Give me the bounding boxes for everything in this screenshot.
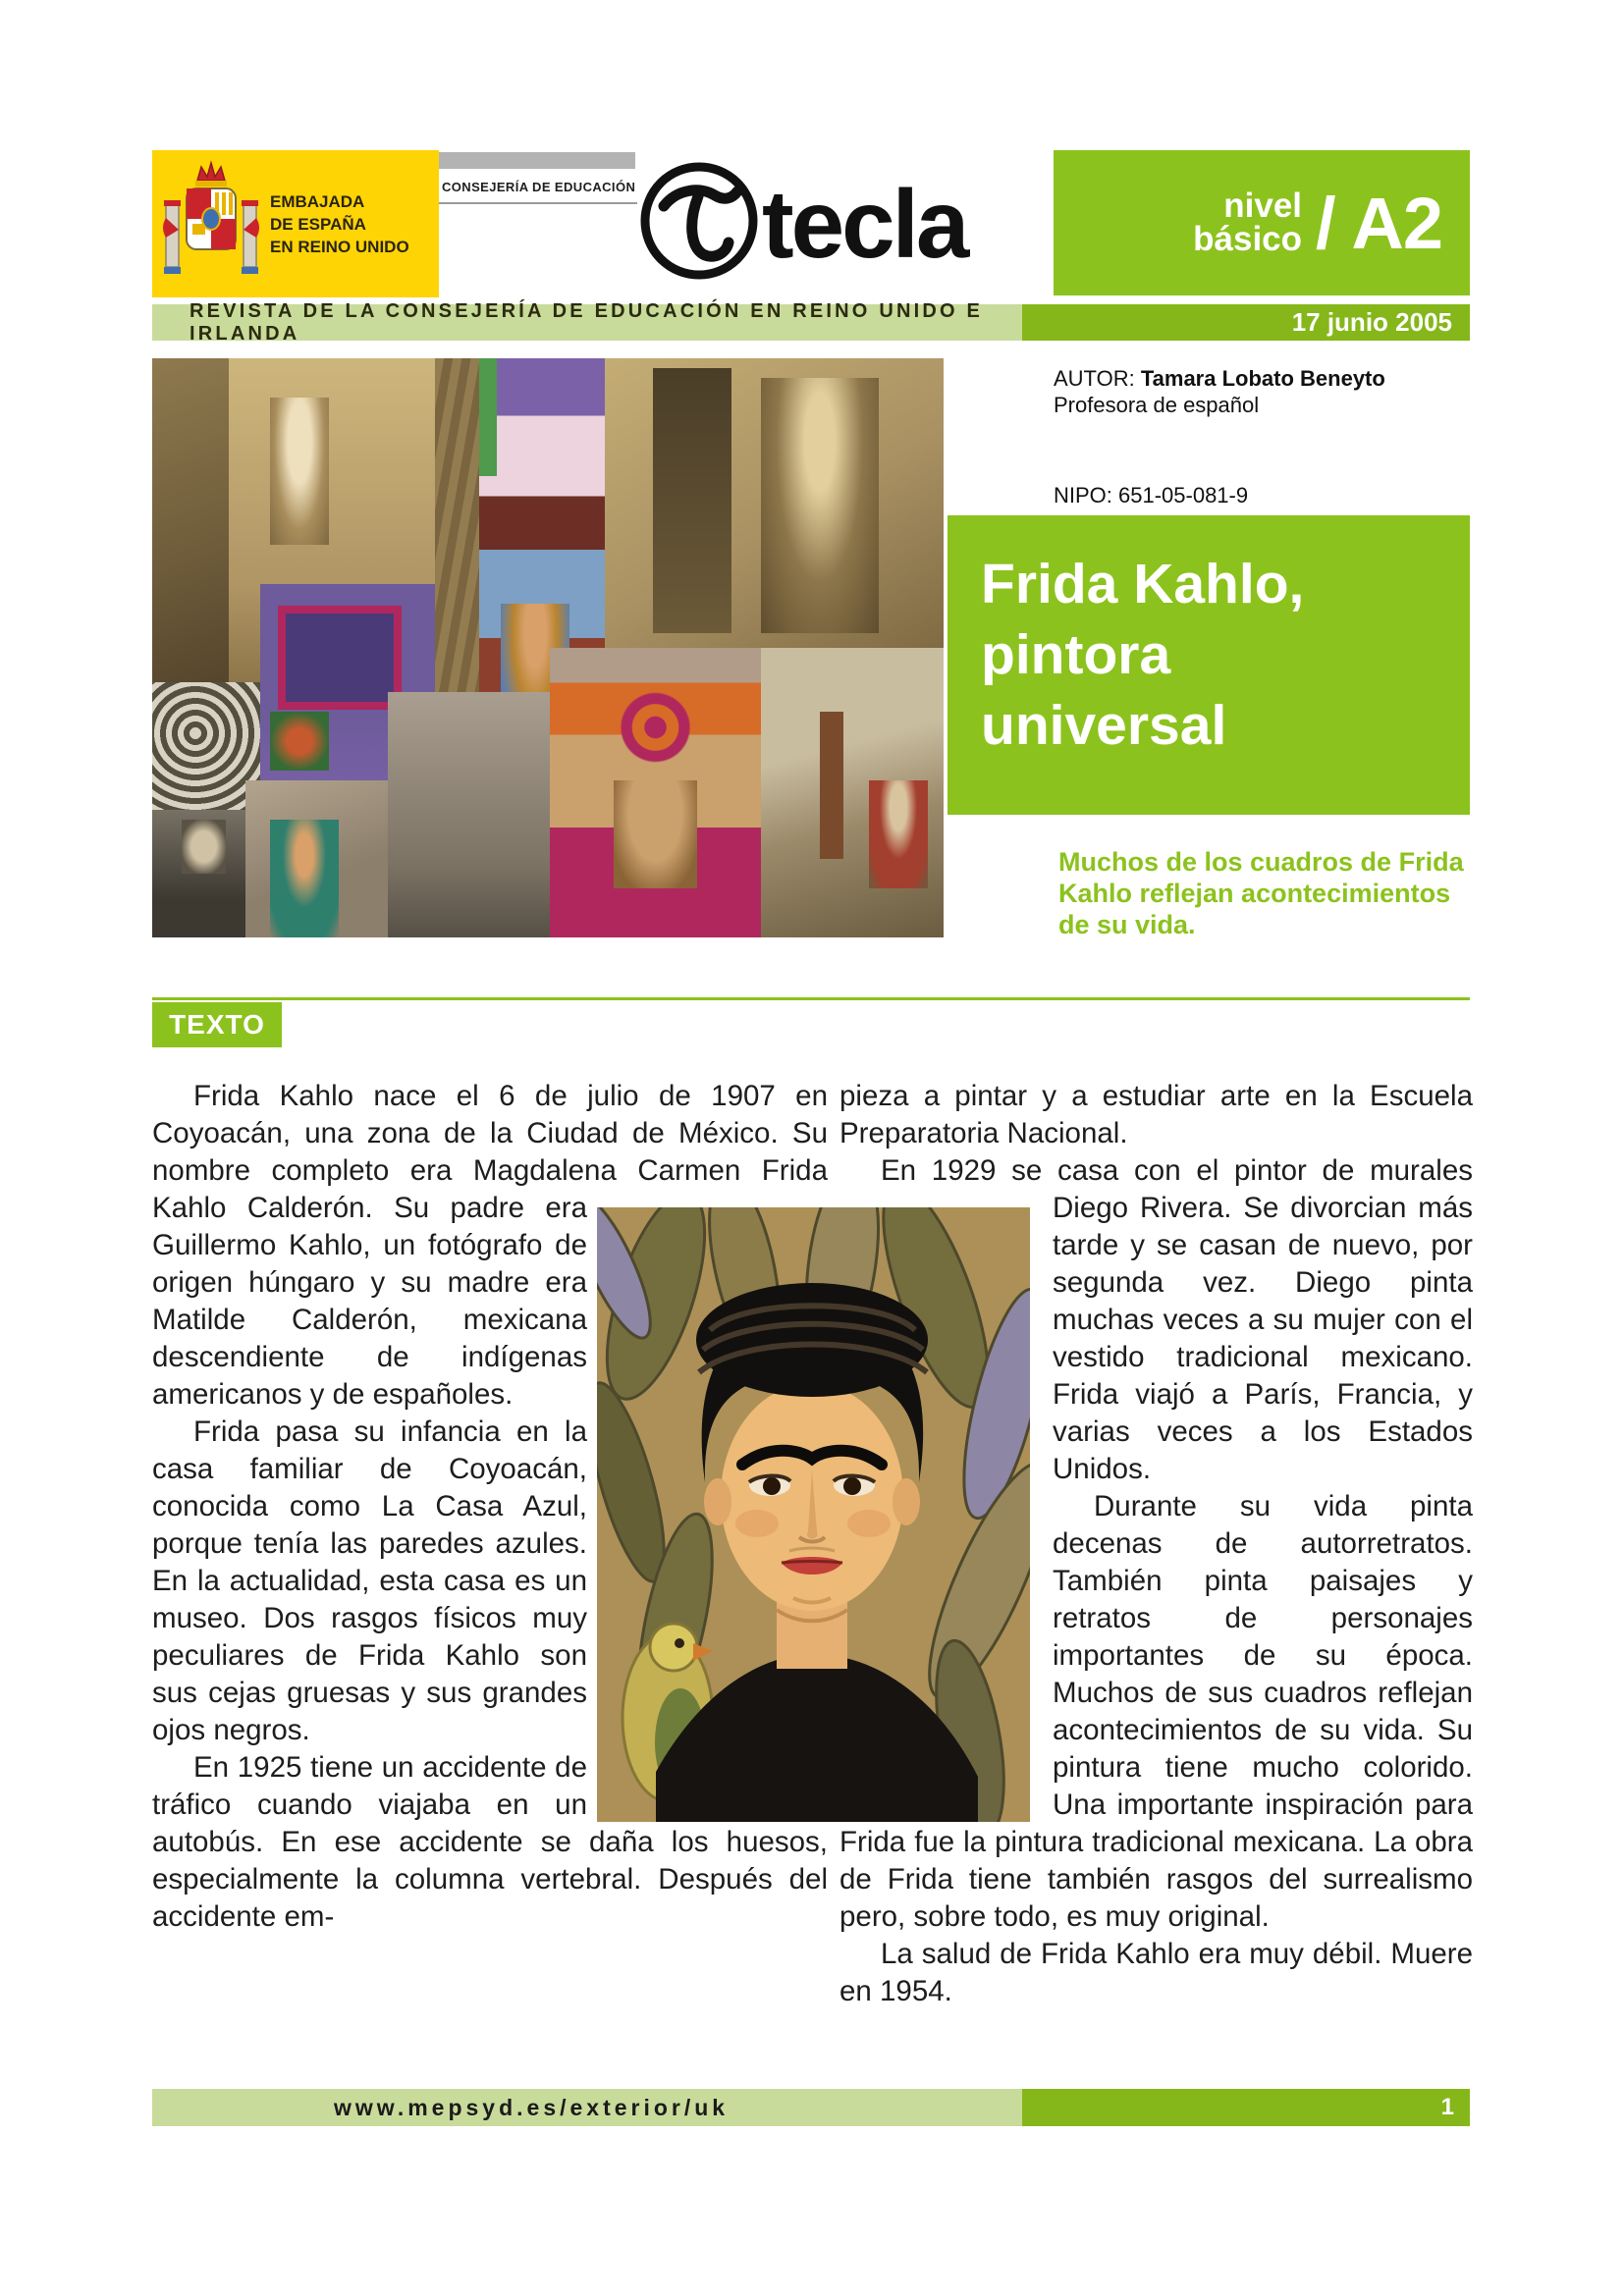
tecla-circle-icon — [645, 167, 753, 275]
section-divider — [152, 997, 1470, 1000]
spain-coat-of-arms-icon — [160, 159, 262, 289]
author-role: Profesora de español — [1054, 393, 1260, 417]
article-title-line: pintora — [981, 623, 1171, 686]
paragraph: En 1925 tiene un accidente de tráfico cuando viajaba en un autobús. En ese accidente se daña los huesos, especialmente la columna vertebral. Después del accidente em- — [152, 1751, 828, 1933]
paragraph: pieza a pintar y a estudiar arte en la Escuela Preparatoria Nacional. — [839, 1080, 1473, 1149]
paragraph: La salud de Frida Kahlo era muy débil. Muere en 1954. — [839, 1938, 1473, 2007]
collage-photo — [152, 358, 229, 682]
embassy-name: EMBAJADA DE ESPAÑA EN REINO UNIDO — [270, 191, 409, 256]
level-badge — [1054, 150, 1470, 295]
consejeria-label: CONSEJERÍA DE EDUCACIÓN — [442, 180, 636, 194]
frida-self-portrait-image — [597, 1207, 1030, 1822]
embassy-logo — [152, 150, 439, 297]
issue-date: 17 junio 2005 — [1291, 307, 1452, 337]
paragraph: Frida Kahlo nace el 6 de julio de 1907 en Coyoacán, una zona de la Ciudad de México. Su nombre completo era Magdalena Carmen Frida Kahlo Calderón. Su padre era Guillermo Kahlo, un fotógrafo de origen húngaro y su madre era Matilde Calderón, mexicana descendiente de indígenas americanos y de españoles. — [152, 1080, 828, 1411]
collage-photo — [152, 682, 260, 810]
strapline-title-bar — [152, 299, 1022, 345]
footer-page-bar — [1022, 2089, 1470, 2126]
footer-url: www.mepsyd.es/exterior/uk — [334, 2094, 730, 2120]
page-number: 1 — [1440, 2094, 1454, 2120]
collage-photo — [479, 358, 497, 476]
paragraph: Frida pasa su infancia en la casa familiar de Coyoacán, conocida como La Casa Azul, porque tenía las paredes azules. En la actualidad, esta casa es un museo. Dos rasgos físicos muy peculiares de Frida Kahlo son sus cejas gruesas y sus grandes ojos negros. — [152, 1415, 587, 1746]
collage-photo — [278, 606, 402, 710]
level-code: / A2 — [1316, 182, 1442, 264]
frida-photo-collage — [152, 358, 944, 937]
collage-photo — [182, 820, 226, 874]
consejeria-gray-bar — [439, 152, 635, 169]
collage-photo — [270, 712, 329, 771]
page-footer — [152, 2089, 1470, 2126]
footer-url-bar — [152, 2089, 1022, 2126]
section-label: TEXTO — [152, 1002, 282, 1047]
tecla-logo — [636, 147, 1014, 294]
collage-photo — [270, 820, 339, 937]
article-title-line: Frida Kahlo, — [981, 553, 1305, 615]
level-words: nivel básico — [1193, 187, 1303, 258]
collage-photo — [614, 780, 697, 888]
collage-photo — [479, 358, 605, 550]
consejeria-underline — [439, 202, 637, 204]
collage-photo — [270, 398, 329, 545]
nipo-number: NIPO: 651-05-081-9 — [1054, 483, 1249, 507]
article-title-line: universal — [981, 694, 1227, 757]
collage-photo — [599, 682, 712, 795]
paragraph: Durante su vida pinta decenas de autorretratos. También pinta paisajes y retratos de personajes importantes de su época. Muchos de sus cuadros reflejan acontecimientos de su vida. Su pintura tiene mucho colorido. Una importante inspiración para Frida fue la pintura tradicional mexicana. La obra de Frida tiene también rasgos del surrealismo pero, sobre todo, es muy original. — [839, 1490, 1473, 1933]
collage-photo — [820, 712, 843, 859]
article-standfirst: Muchos de los cuadros de Frida Kahlo reflejan acontecimientos de su vida. — [1058, 847, 1464, 939]
collage-photo — [653, 368, 731, 633]
author-block — [1054, 365, 1385, 418]
article-title-box — [947, 515, 1470, 815]
strapline-date-bar — [1022, 304, 1470, 341]
strapline-title: REVISTA DE LA CONSEJERÍA DE EDUCACIÓN EN REINO UNIDO E IRLANDA — [189, 299, 984, 345]
tecla-wordmark: tecla — [762, 170, 967, 278]
collage-photo — [761, 378, 879, 633]
magazine-strapline — [152, 299, 1470, 345]
author-label: AUTOR: — [1054, 366, 1135, 391]
author-name: Tamara Lobato Beneyto — [1140, 366, 1385, 391]
collage-photo — [869, 780, 928, 888]
paragraph: En 1929 se casa con el pintor de murales Diego Rivera. Se divorcian más tarde y se casan de nuevo, por segunda vez. Diego pinta muchas veces a su mujer con el vestido tradicional mexicano. Frida viajó a París, Francia, y varias veces a los Estados Unidos. — [881, 1154, 1473, 1485]
collage-photo — [388, 692, 550, 937]
